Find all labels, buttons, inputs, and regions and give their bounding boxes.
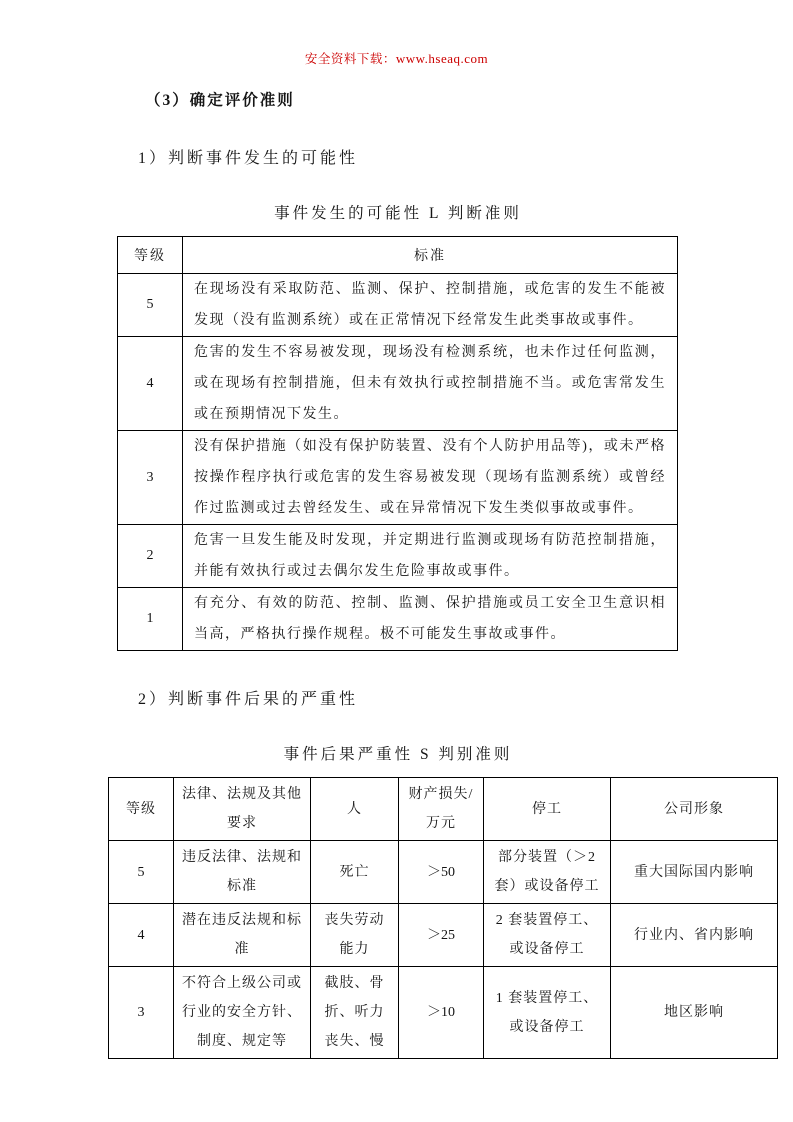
- severity-header-row: [109, 778, 778, 841]
- level-cell: 3: [109, 967, 174, 1059]
- heading-evaluation-criteria: （3）确定评价准则: [145, 92, 295, 109]
- table-row: [109, 904, 778, 967]
- heading-likelihood-section: 1）判断事件发生的可能性: [138, 150, 359, 167]
- people-cell: 截肢、骨折、听力丧失、慢: [311, 967, 399, 1059]
- shutdown-cell: 1 套装置停工、或设备停工: [484, 967, 611, 1059]
- property-loss-cell: ＞50: [399, 841, 484, 904]
- likelihood-header-standard: 标准: [183, 237, 678, 274]
- level-cell: 2: [118, 525, 183, 588]
- property-loss-cell: ＞25: [399, 904, 484, 967]
- shutdown-cell: 2 套装置停工、或设备停工: [484, 904, 611, 967]
- heading-severity-section: 2）判断事件后果的严重性: [138, 691, 359, 708]
- level-cell: 3: [118, 431, 183, 525]
- people-cell: 丧失劳动能力: [311, 904, 399, 967]
- level-cell: 1: [118, 588, 183, 651]
- level-cell: 4: [109, 904, 174, 967]
- likelihood-header-row: [118, 237, 678, 274]
- company-image-cell: 地区影响: [611, 967, 778, 1059]
- severity-header-law: 法律、法规及其他要求: [174, 778, 311, 841]
- level-cell: 4: [118, 337, 183, 431]
- table-row: [118, 337, 678, 431]
- table-row: [109, 967, 778, 1059]
- likelihood-header-level: 等级: [118, 237, 183, 274]
- standard-cell: 没有保护措施（如没有保护防装置、没有个人防护用品等)，或未严格按操作程序执行或危害的发生容易被发现（现场有监测系统）或曾经作过监测或过去曾经发生、或在异常情况下发生类似事故或事件。: [183, 431, 678, 525]
- law-cell: 潜在违反法规和标准: [174, 904, 311, 967]
- shutdown-cell: 部分装置（＞2套）或设备停工: [484, 841, 611, 904]
- law-cell: 不符合上级公司或行业的安全方针、制度、规定等: [174, 967, 311, 1059]
- likelihood-table: [117, 236, 678, 651]
- table-row: [118, 525, 678, 588]
- likelihood-table-title: 事件发生的可能性 L 判断准则: [274, 205, 522, 222]
- standard-cell: 危害的发生不容易被发现，现场没有检测系统，也未作过任何监测，或在现场有控制措施，但未有效执行或控制措施不当。或危害常发生或在预期情况下发生。: [183, 337, 678, 431]
- watermark-url: www.hseaq.com: [395, 51, 489, 66]
- site-watermark: [0, 0, 793, 67]
- level-cell: 5: [118, 274, 183, 337]
- standard-cell: 在现场没有采取防范、监测、保护、控制措施，或危害的发生不能被发现（没有监测系统）或在正常情况下经常发生此类事故或事件。: [183, 274, 678, 337]
- table-row: [109, 841, 778, 904]
- severity-header-shutdown: 停工: [484, 778, 611, 841]
- table-row: [118, 274, 678, 337]
- standard-cell: 有充分、有效的防范、控制、监测、保护措施或员工安全卫生意识相当高，严格执行操作规程。极不可能发生事故或事件。: [183, 588, 678, 651]
- severity-table: [108, 777, 778, 1059]
- property-loss-cell: ＞10: [399, 967, 484, 1059]
- law-cell: 违反法律、法规和标准: [174, 841, 311, 904]
- company-image-cell: 行业内、省内影响: [611, 904, 778, 967]
- standard-cell: 危害一旦发生能及时发现，并定期进行监测或现场有防范控制措施，并能有效执行或过去偶尔发生危险事故或事件。: [183, 525, 678, 588]
- watermark-label: 安全资料下载：: [304, 52, 396, 66]
- severity-table-title: 事件后果严重性 S 判别准则: [283, 746, 513, 763]
- table-row: [118, 588, 678, 651]
- level-cell: 5: [109, 841, 174, 904]
- severity-header-level: 等级: [109, 778, 174, 841]
- table-row: [118, 431, 678, 525]
- company-image-cell: 重大国际国内影响: [611, 841, 778, 904]
- people-cell: 死亡: [311, 841, 399, 904]
- severity-header-people: 人: [311, 778, 399, 841]
- severity-header-property-loss: 财产损失/万元: [399, 778, 484, 841]
- severity-header-company-image: 公司形象: [611, 778, 778, 841]
